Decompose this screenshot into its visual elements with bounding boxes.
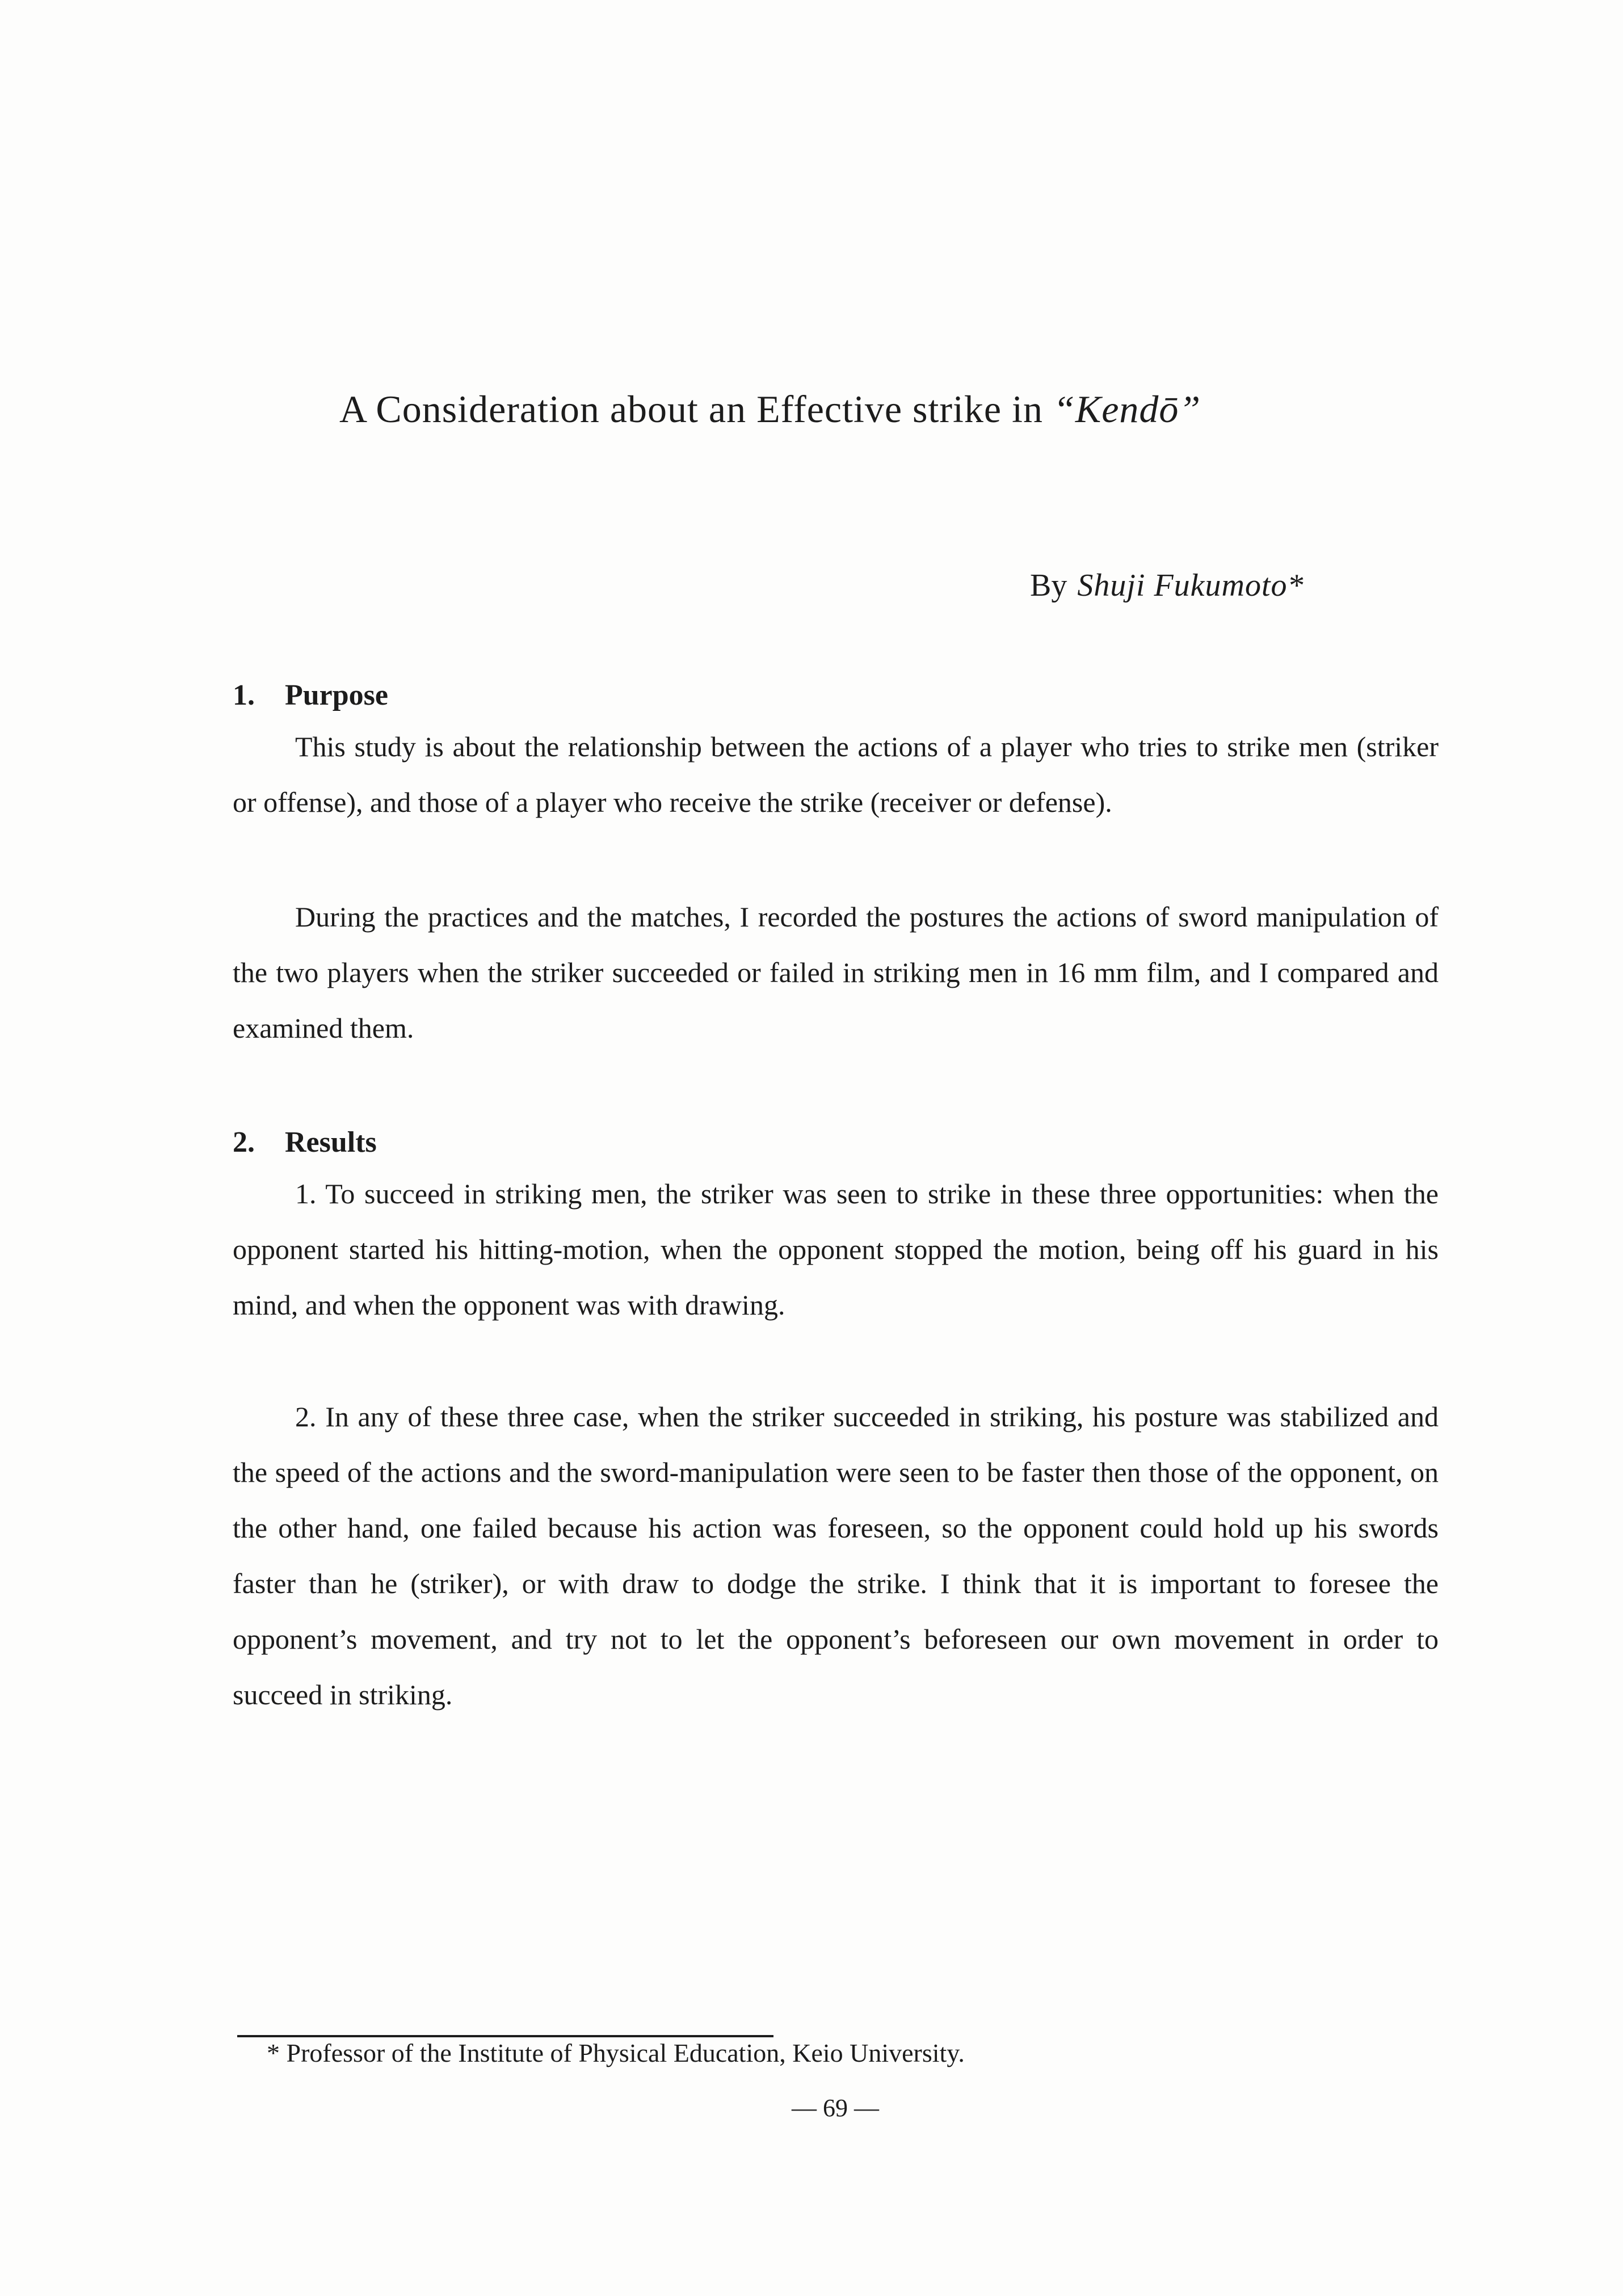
section-title: Results <box>285 1126 377 1158</box>
page-number: — 69 — <box>792 2094 879 2122</box>
paragraph-results-2: 2. In any of these three case, when the striker succeeded in striking, his posture was stabilized and the speed of the actions and the sword-manipulation were seen to be faster then those of the opponent, on the other hand, one failed because his action was foreseen, so the opponent could hold up his swords faster than he (striker), or with draw to dodge the strike. I think that it is important to foresee the opponent’s movement, and try not to let the opponent’s beforeseen our own movement in order to succeed in striking. <box>233 1401 1439 1711</box>
author-name: Shuji Fukumoto* <box>1077 568 1304 603</box>
paper-title <box>339 387 1201 432</box>
section-heading-purpose <box>233 679 388 712</box>
footnote: * Professor of the Institute of Physical Education, Keio University. <box>267 2038 965 2067</box>
byline-by: By <box>1030 568 1067 603</box>
section-heading-results <box>233 1126 377 1159</box>
section-number: 1. <box>233 679 255 711</box>
title-kendo: “Kendō” <box>1053 387 1201 431</box>
footnote-divider <box>237 2035 773 2037</box>
paragraph-results-1: 1. To succeed in striking men, the striker was seen to strike in these three opportunities: when the opponent started his hitting-motion, when the opponent stopped the motion, being off his guard in his mind, and when the opponent was with drawing. <box>233 1178 1439 1321</box>
paragraph-purpose-2: During the practices and the matches, I recorded the postures the actions of sword manipulation of the two players when the striker succeeded or failed in striking men in 16 mm film, and I compared and examined them. <box>233 901 1439 1044</box>
section-title: Purpose <box>285 679 388 711</box>
title-text: A Consideration about an Effective strike in <box>339 387 1054 431</box>
section-number: 2. <box>233 1126 255 1158</box>
byline <box>1030 567 1304 604</box>
paragraph-purpose-1: This study is about the relationship between the actions of a player who tries to strike men (striker or offense), and those of a player who receive the strike (receiver or defense). <box>233 731 1439 818</box>
